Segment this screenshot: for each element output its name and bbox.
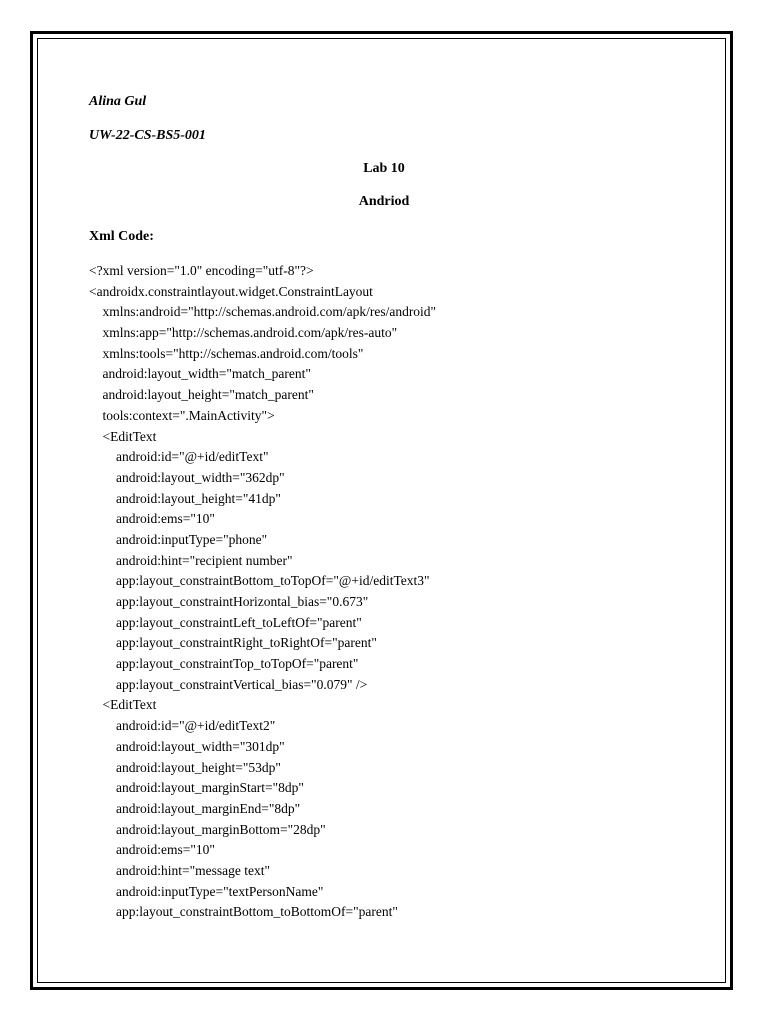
code-line: <EditText bbox=[89, 697, 157, 713]
code-line: android:layout_height="53dp" bbox=[89, 759, 281, 775]
code-line: app:layout_constraintRight_toRightOf="parent" bbox=[89, 635, 377, 651]
section-heading: Xml Code: bbox=[89, 229, 154, 244]
code-line: android:layout_height="match_parent" bbox=[89, 387, 314, 403]
code-line: xmlns:app="http://schemas.android.com/apk/res-auto" bbox=[89, 325, 398, 341]
code-line: android:layout_marginStart="8dp" bbox=[89, 780, 304, 796]
code-line: android:id="@+id/editText" bbox=[89, 449, 269, 465]
code-block bbox=[89, 261, 709, 923]
author-name: Alina Gul bbox=[89, 94, 147, 109]
code-line: android:layout_width="match_parent" bbox=[89, 366, 311, 382]
code-line: android:hint="recipient number" bbox=[89, 552, 293, 568]
code-line: <EditText bbox=[89, 428, 157, 444]
code-line: android:layout_width="362dp" bbox=[89, 469, 285, 485]
code-line: xmlns:tools="http://schemas.android.com/tools" bbox=[89, 345, 364, 361]
code-line: android:ems="10" bbox=[89, 511, 215, 527]
code-line: app:layout_constraintBottom_toTopOf="@+id/editText3" bbox=[89, 573, 430, 589]
registration-number: UW-22-CS-BS5-001 bbox=[89, 128, 206, 143]
lab-title: Lab 10 bbox=[363, 161, 405, 176]
code-line: app:layout_constraintTop_toTopOf="parent" bbox=[89, 656, 359, 672]
code-line: android:ems="10" bbox=[89, 842, 215, 858]
code-line: android:layout_marginBottom="28dp" bbox=[89, 821, 326, 837]
code-line: app:layout_constraintBottom_toBottomOf="parent" bbox=[89, 904, 398, 920]
code-line: android:layout_height="41dp" bbox=[89, 490, 281, 506]
code-line: app:layout_constraintLeft_toLeftOf="parent" bbox=[89, 614, 362, 630]
code-line: android:inputType="textPersonName" bbox=[89, 883, 324, 899]
code-line: android:inputType="phone" bbox=[89, 531, 268, 547]
code-line: android:layout_width="301dp" bbox=[89, 738, 285, 754]
subject-title: Andriod bbox=[358, 194, 410, 209]
code-line: android:layout_marginEnd="8dp" bbox=[89, 800, 301, 816]
code-line: <androidx.constraintlayout.widget.ConstraintLayout bbox=[89, 283, 373, 299]
code-line: xmlns:android="http://schemas.android.com/apk/res/android" bbox=[89, 304, 437, 320]
code-line: <?xml version="1.0" encoding="utf-8"?> bbox=[89, 263, 314, 278]
code-line: app:layout_constraintVertical_bias="0.079" /> bbox=[89, 676, 368, 692]
code-line: app:layout_constraintHorizontal_bias="0.673" bbox=[89, 594, 369, 609]
code-line: android:id="@+id/editText2" bbox=[89, 718, 276, 734]
code-line: tools:context=".MainActivity"> bbox=[89, 407, 275, 423]
code-line: android:hint="message text" bbox=[89, 862, 270, 878]
